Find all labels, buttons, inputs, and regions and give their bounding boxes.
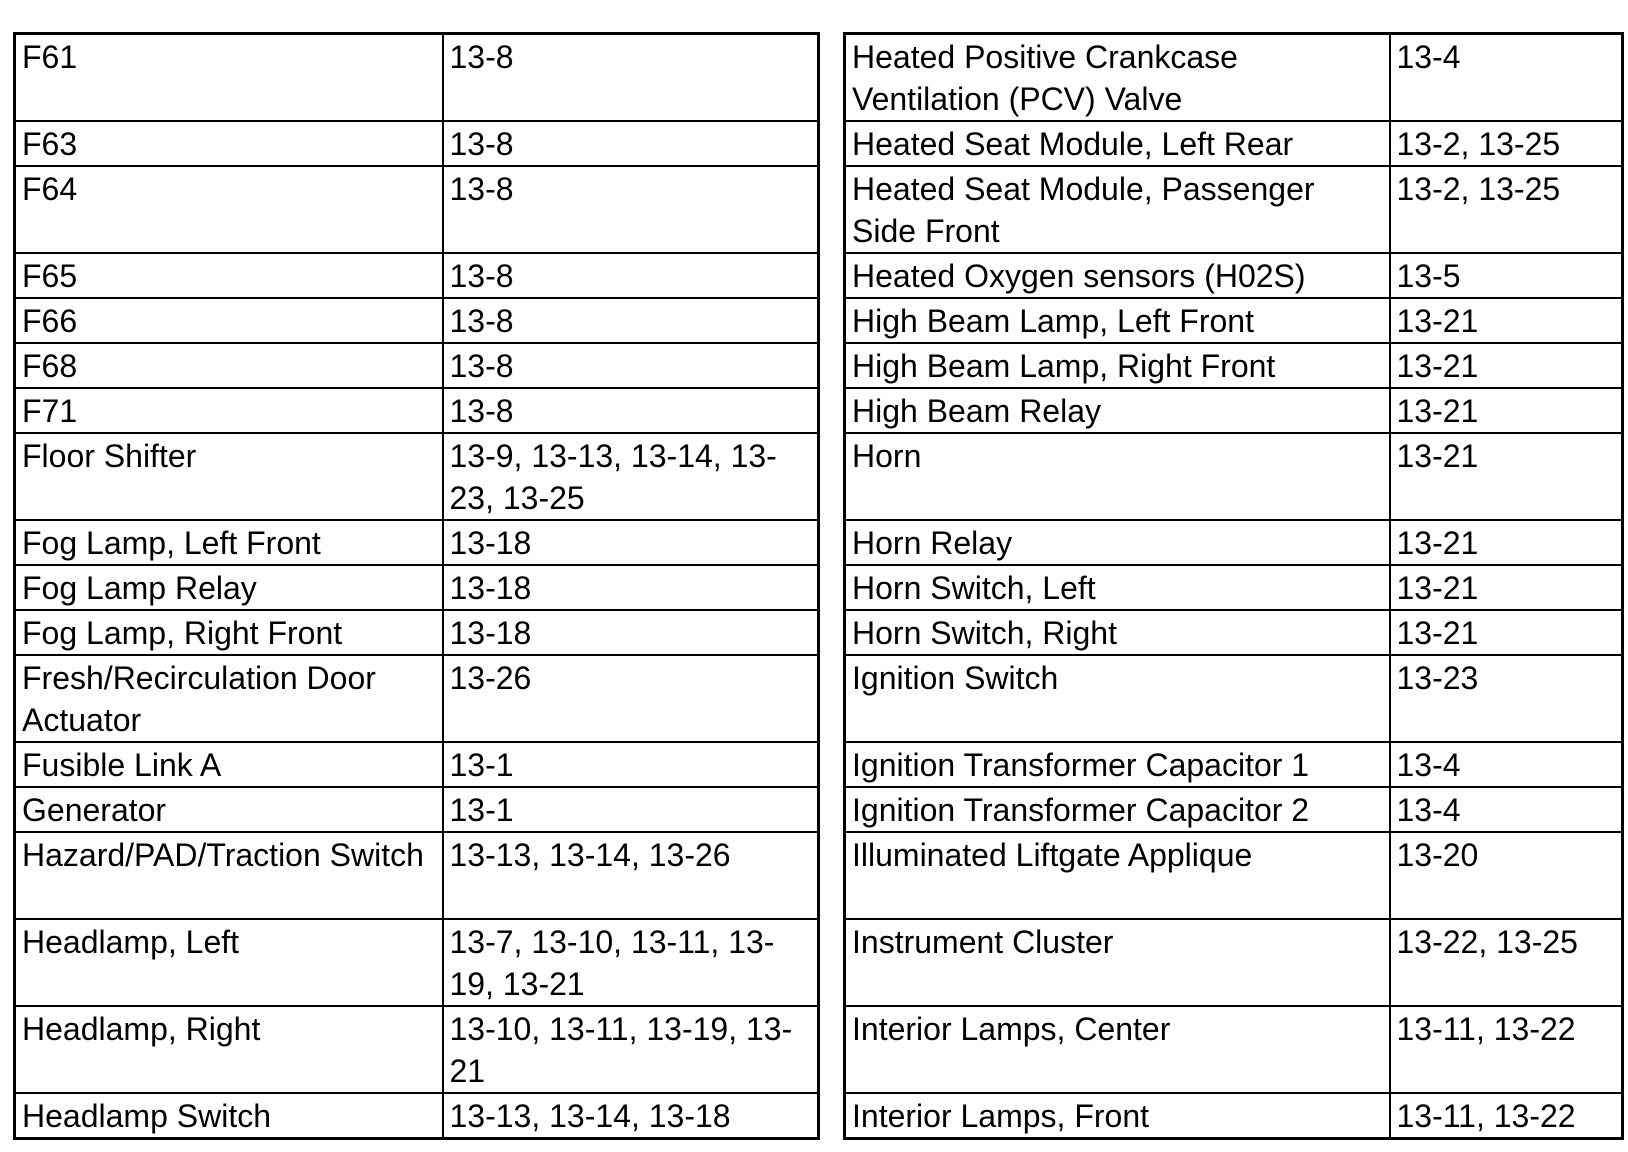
- component-name-cell: Ignition Transformer Capacitor 2: [845, 787, 1390, 832]
- table-row: [15, 565, 819, 610]
- page-reference-cell: 13-4: [1390, 742, 1623, 787]
- page-reference-cell: 13-10, 13-11, 13-19, 13-21: [443, 1006, 819, 1093]
- table-row: [15, 388, 819, 433]
- component-name-cell: Horn Switch, Right: [845, 610, 1390, 655]
- component-name-cell: Fresh/Recirculation Door Actuator: [15, 655, 443, 742]
- table-row: [15, 433, 819, 520]
- page-reference-cell: 13-11, 13-22: [1390, 1093, 1623, 1139]
- table-row: [845, 832, 1623, 919]
- table-row: [845, 433, 1623, 520]
- component-index-table-right: [843, 32, 1624, 1140]
- component-name-cell: F66: [15, 298, 443, 343]
- component-index-table-left: [13, 32, 820, 1140]
- table-row: [845, 166, 1623, 253]
- component-name-cell: Heated Oxygen sensors (H02S): [845, 253, 1390, 298]
- page-reference-cell: 13-8: [443, 253, 819, 298]
- component-name-cell: F63: [15, 121, 443, 166]
- component-name-cell: F65: [15, 253, 443, 298]
- table-row: [845, 610, 1623, 655]
- component-name-cell: Heated Seat Module, Left Rear: [845, 121, 1390, 166]
- component-name-cell: Fusible Link A: [15, 742, 443, 787]
- page-reference-cell: 13-4: [1390, 34, 1623, 122]
- table-row: [15, 1093, 819, 1139]
- component-name-cell: F61: [15, 34, 443, 122]
- page-reference-cell: 13-8: [443, 388, 819, 433]
- page-reference-cell: 13-9, 13-13, 13-14, 13-23, 13-25: [443, 433, 819, 520]
- component-name-cell: Instrument Cluster: [845, 919, 1390, 1006]
- table-row: [845, 787, 1623, 832]
- table-row: [15, 742, 819, 787]
- page-reference-cell: 13-11, 13-22: [1390, 1006, 1623, 1093]
- table-row: [845, 919, 1623, 1006]
- table-row: [15, 34, 819, 122]
- component-name-cell: High Beam Relay: [845, 388, 1390, 433]
- table-row: [15, 253, 819, 298]
- page-reference-cell: 13-8: [443, 34, 819, 122]
- table-row: [15, 343, 819, 388]
- component-name-cell: Fog Lamp Relay: [15, 565, 443, 610]
- page-reference-cell: 13-18: [443, 520, 819, 565]
- page-reference-cell: 13-23: [1390, 655, 1623, 742]
- page-reference-cell: 13-8: [443, 166, 819, 253]
- component-name-cell: Illuminated Liftgate Applique: [845, 832, 1390, 919]
- table-row: [845, 298, 1623, 343]
- component-name-cell: Heated Seat Module, Passenger Side Front: [845, 166, 1390, 253]
- page-reference-cell: 13-21: [1390, 388, 1623, 433]
- table-row: [15, 919, 819, 1006]
- page-reference-cell: 13-8: [443, 298, 819, 343]
- component-name-cell: Hazard/PAD/Traction Switch: [15, 832, 443, 919]
- page-reference-cell: 13-21: [1390, 520, 1623, 565]
- component-name-cell: Headlamp, Right: [15, 1006, 443, 1093]
- table-row: [15, 298, 819, 343]
- table-row: [15, 832, 819, 919]
- table-row: [845, 742, 1623, 787]
- table-row: [845, 1006, 1623, 1093]
- page-reference-cell: 13-21: [1390, 565, 1623, 610]
- table-row: [15, 121, 819, 166]
- page-reference-cell: 13-13, 13-14, 13-18: [443, 1093, 819, 1139]
- component-name-cell: Interior Lamps, Center: [845, 1006, 1390, 1093]
- table-row: [15, 1006, 819, 1093]
- component-index-rows-right: [845, 34, 1623, 1139]
- component-name-cell: Ignition Transformer Capacitor 1: [845, 742, 1390, 787]
- component-name-cell: High Beam Lamp, Right Front: [845, 343, 1390, 388]
- page-reference-cell: 13-8: [443, 121, 819, 166]
- component-name-cell: Heated Positive Crankcase Ventilation (PCV) Valve: [845, 34, 1390, 122]
- page-reference-cell: 13-21: [1390, 610, 1623, 655]
- page-reference-cell: 13-13, 13-14, 13-26: [443, 832, 819, 919]
- table-row: [845, 565, 1623, 610]
- table-row: [15, 655, 819, 742]
- table-row: [15, 787, 819, 832]
- component-name-cell: Ignition Switch: [845, 655, 1390, 742]
- table-row: [845, 253, 1623, 298]
- component-name-cell: Floor Shifter: [15, 433, 443, 520]
- page-reference-cell: 13-18: [443, 610, 819, 655]
- component-name-cell: Headlamp Switch: [15, 1093, 443, 1139]
- page-reference-cell: 13-21: [1390, 343, 1623, 388]
- component-name-cell: F68: [15, 343, 443, 388]
- table-row: [845, 520, 1623, 565]
- table-row: [15, 610, 819, 655]
- page-reference-cell: 13-7, 13-10, 13-11, 13-19, 13-21: [443, 919, 819, 1006]
- component-name-cell: Horn Relay: [845, 520, 1390, 565]
- component-name-cell: Generator: [15, 787, 443, 832]
- page-reference-cell: 13-21: [1390, 433, 1623, 520]
- page-reference-cell: 13-1: [443, 787, 819, 832]
- component-name-cell: Interior Lamps, Front: [845, 1093, 1390, 1139]
- page-reference-cell: 13-18: [443, 565, 819, 610]
- component-index-rows-left: [15, 34, 819, 1139]
- page-reference-cell: 13-5: [1390, 253, 1623, 298]
- component-name-cell: High Beam Lamp, Left Front: [845, 298, 1390, 343]
- component-name-cell: F64: [15, 166, 443, 253]
- table-row: [845, 388, 1623, 433]
- page-reference-cell: 13-1: [443, 742, 819, 787]
- table-row: [845, 121, 1623, 166]
- page-reference-cell: 13-22, 13-25: [1390, 919, 1623, 1006]
- table-row: [845, 655, 1623, 742]
- component-name-cell: Horn Switch, Left: [845, 565, 1390, 610]
- page-reference-cell: 13-4: [1390, 787, 1623, 832]
- component-name-cell: Headlamp, Left: [15, 919, 443, 1006]
- page-reference-cell: 13-26: [443, 655, 819, 742]
- page-reference-cell: 13-2, 13-25: [1390, 166, 1623, 253]
- table-row: [845, 343, 1623, 388]
- table-row: [845, 1093, 1623, 1139]
- component-name-cell: Horn: [845, 433, 1390, 520]
- page-reference-cell: 13-2, 13-25: [1390, 121, 1623, 166]
- component-name-cell: Fog Lamp, Left Front: [15, 520, 443, 565]
- table-row: [15, 166, 819, 253]
- page-reference-cell: 13-8: [443, 343, 819, 388]
- component-name-cell: F71: [15, 388, 443, 433]
- table-row: [15, 520, 819, 565]
- page-reference-cell: 13-21: [1390, 298, 1623, 343]
- page-reference-cell: 13-20: [1390, 832, 1623, 919]
- component-name-cell: Fog Lamp, Right Front: [15, 610, 443, 655]
- table-row: [845, 34, 1623, 122]
